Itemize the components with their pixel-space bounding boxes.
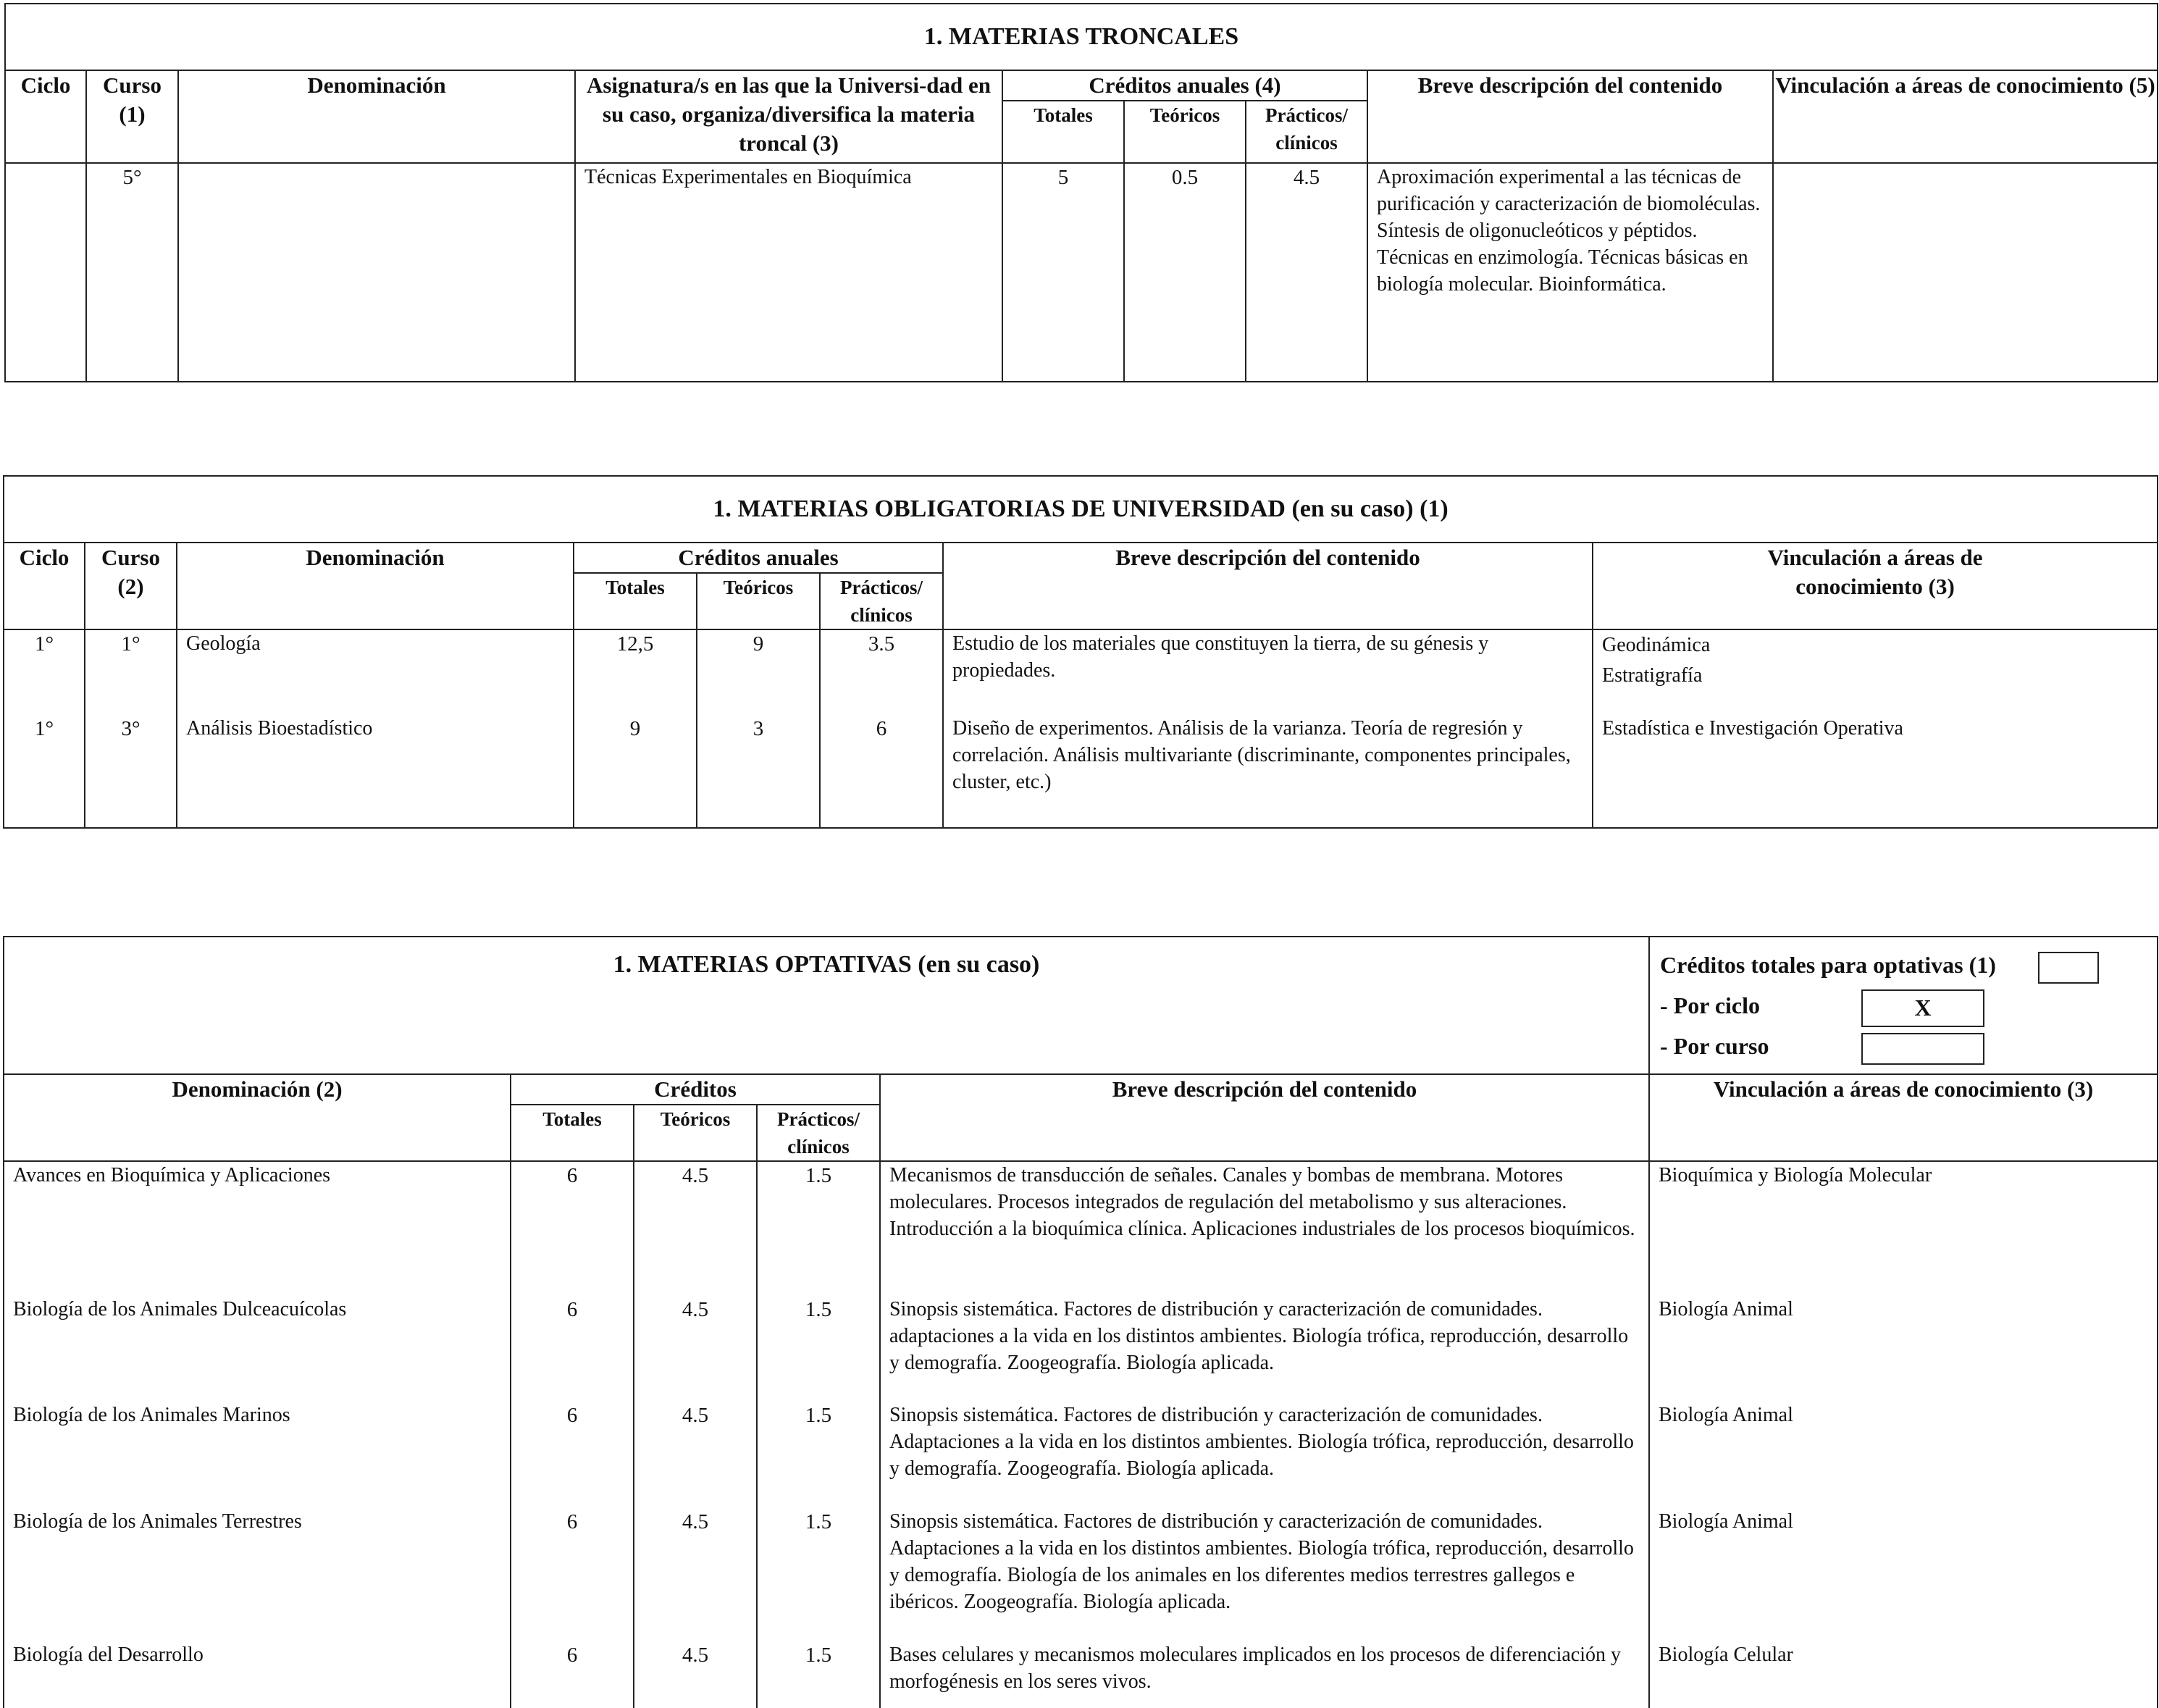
table-row bbox=[4, 1508, 2158, 1641]
troncales-title: 1. MATERIAS TRONCALES bbox=[5, 4, 2158, 70]
table-row bbox=[4, 1161, 2158, 1296]
cell-ciclo: 1° bbox=[4, 629, 85, 715]
header-denominacion: Denominación (2) bbox=[4, 1074, 511, 1161]
cell-totales: 6 bbox=[511, 1402, 634, 1508]
header-ciclo: Ciclo bbox=[5, 70, 86, 163]
cell-practicos: 6 bbox=[820, 715, 943, 828]
vinculacion-line-2: Estratigrafía bbox=[1602, 664, 1703, 687]
header-vinculacion: Vinculación a áreas de conocimiento (3) bbox=[1593, 543, 2158, 629]
cell-teoricos: 4.5 bbox=[634, 1508, 757, 1641]
creditos-totales-label: Créditos totales para optativas (1) bbox=[1660, 952, 1996, 978]
por-curso-box[interactable] bbox=[1861, 1033, 1984, 1065]
cell-denominacion: Análisis Bioestadístico bbox=[177, 715, 574, 828]
cell-practicos: 4.5 bbox=[1246, 163, 1367, 382]
cell-curso: 1° bbox=[85, 629, 177, 715]
header-denominacion: Denominación bbox=[178, 70, 575, 163]
cell-denominacion: Biología de los Animales Terrestres bbox=[4, 1508, 511, 1641]
cell-practicos: 1.5 bbox=[757, 1161, 880, 1296]
cell-ciclo bbox=[5, 163, 86, 382]
cell-ciclo: 1° bbox=[4, 715, 85, 828]
creditos-totales-row bbox=[1660, 945, 2147, 985]
header-curso-note: (2) bbox=[117, 574, 144, 599]
cell-practicos: 1.5 bbox=[757, 1508, 880, 1641]
creditos-totales-box bbox=[2038, 952, 2099, 984]
cell-practicos: 1.5 bbox=[757, 1402, 880, 1508]
cell-descripcion: Diseño de experimentos. Análisis de la varianza. Teoría de regresión y correlación. Análisis multivariante (discriminante, componentes principales, cluster, etc.) bbox=[943, 715, 1593, 828]
cell-vinculacion bbox=[1773, 163, 2158, 382]
header-practicos: Prácticos/ clínicos bbox=[820, 573, 943, 629]
optativas-title: 1. MATERIAS OPTATIVAS (en su caso) bbox=[4, 937, 1649, 1074]
cell-practicos: 3.5 bbox=[820, 629, 943, 715]
obligatorias-title: 1. MATERIAS OBLIGATORIAS DE UNIVERSIDAD (en su caso) (1) bbox=[4, 476, 2158, 543]
header-teoricos: Teóricos bbox=[1124, 101, 1246, 163]
header-curso-label: Curso bbox=[103, 72, 162, 98]
cell-descripcion: Sinopsis sistemática. Factores de distribución y caracterización de comunidades. adaptaciones a la vida en los distintos ambientes. Biología trófica, reproducción, desarrollo y demografía. Zoogeografía. Biología aplicada. bbox=[880, 1296, 1649, 1402]
cell-curso: 5° bbox=[86, 163, 178, 382]
cell-descripcion: Sinopsis sistemática. Factores de distribución y caracterización de comunidades. Adaptaciones a la vida en los distintos ambientes. Biología trófica, reproducción, desarrollo y demografía. Zoogeografía. Biología aplicada. bbox=[880, 1402, 1649, 1508]
cell-teoricos: 4.5 bbox=[634, 1296, 757, 1402]
table-row bbox=[4, 715, 2158, 828]
header-practicos: Prácticos/ clínicos bbox=[1246, 101, 1367, 163]
cell-teoricos: 4.5 bbox=[634, 1641, 757, 1708]
optativas-side-panel bbox=[1649, 937, 2158, 1074]
header-ciclo: Ciclo bbox=[4, 543, 85, 629]
por-ciclo-label: - Por ciclo bbox=[1660, 992, 1761, 1018]
cell-denominacion: Geología bbox=[177, 629, 574, 715]
header-vinculacion: Vinculación a áreas de conocimiento (3) bbox=[1649, 1074, 2158, 1161]
cell-teoricos: 4.5 bbox=[634, 1161, 757, 1296]
cell-teoricos: 3 bbox=[697, 715, 820, 828]
cell-totales: 6 bbox=[511, 1161, 634, 1296]
header-curso bbox=[85, 543, 177, 629]
header-totales: Totales bbox=[1002, 101, 1124, 163]
header-practicos: Prácticos/ clínicos bbox=[757, 1105, 880, 1161]
cell-vinculacion: Estadística e Investigación Operativa bbox=[1593, 715, 2158, 828]
cell-denominacion bbox=[178, 163, 575, 382]
cell-vinculacion: Biología Animal bbox=[1649, 1508, 2158, 1641]
header-asignatura: Asignatura/s en las que la Universi-dad en su caso, organiza/diversifica la materia troncal (3) bbox=[575, 70, 1002, 163]
por-ciclo-row bbox=[1660, 985, 2147, 1026]
header-descripcion: Breve descripción del contenido bbox=[1367, 70, 1773, 163]
cell-asignatura: Técnicas Experimentales en Bioquímica bbox=[575, 163, 1002, 382]
cell-vinculacion: Bioquímica y Biología Molecular bbox=[1649, 1161, 2158, 1296]
header-totales: Totales bbox=[511, 1105, 634, 1161]
header-descripcion: Breve descripción del contenido bbox=[943, 543, 1593, 629]
header-creditos: Créditos bbox=[511, 1074, 880, 1105]
cell-totales: 9 bbox=[574, 715, 697, 828]
cell-vinculacion: Biología Celular bbox=[1649, 1641, 2158, 1708]
header-curso bbox=[86, 70, 178, 163]
cell-totales: 6 bbox=[511, 1296, 634, 1402]
cell-denominacion: Biología de los Animales Dulceacuícolas bbox=[4, 1296, 511, 1402]
por-curso-label: - Por curso bbox=[1660, 1033, 1769, 1059]
cell-descripcion: Sinopsis sistemática. Factores de distribución y caracterización de comunidades. Adaptaciones a la vida en los distintos ambientes. Biología trófica, reproducción, desarrollo y demografía. Biología de los animales en los diferentes medios terrestres gallegos e ibéricos. Zoogeografía. Biología aplicada. bbox=[880, 1508, 1649, 1641]
cell-vinculacion bbox=[1593, 629, 2158, 715]
header-curso-note: (1) bbox=[119, 101, 146, 127]
cell-denominacion: Avances en Bioquímica y Aplicaciones bbox=[4, 1161, 511, 1296]
cell-totales: 6 bbox=[511, 1641, 634, 1708]
header-teoricos: Teóricos bbox=[634, 1105, 757, 1161]
cell-descripcion: Aproximación experimental a las técnicas de purificación y caracterización de biomoléculas. Síntesis de oligonucleóticos y péptidos. Técnicas en enzimología. Técnicas básicas en biología molecular. Bioinformática. bbox=[1367, 163, 1773, 382]
vinculacion-line-1: Geodinámica bbox=[1602, 634, 1711, 656]
cell-denominacion: Biología del Desarrollo bbox=[4, 1641, 511, 1708]
table-row bbox=[4, 1641, 2158, 1708]
table-row bbox=[4, 629, 2158, 715]
por-ciclo-box[interactable]: X bbox=[1861, 989, 1984, 1027]
header-totales: Totales bbox=[574, 573, 697, 629]
table-row bbox=[4, 1296, 2158, 1402]
cell-practicos: 1.5 bbox=[757, 1296, 880, 1402]
cell-teoricos: 9 bbox=[697, 629, 820, 715]
table-row bbox=[4, 1402, 2158, 1508]
header-creditos: Créditos anuales bbox=[574, 543, 943, 573]
cell-totales: 5 bbox=[1002, 163, 1124, 382]
cell-practicos: 1.5 bbox=[757, 1641, 880, 1708]
cell-totales: 6 bbox=[511, 1508, 634, 1641]
cell-teoricos: 0.5 bbox=[1124, 163, 1246, 382]
header-vinculacion: Vinculación a áreas de conocimiento (5) bbox=[1773, 70, 2158, 163]
table-row bbox=[5, 163, 2158, 382]
header-teoricos: Teóricos bbox=[697, 573, 820, 629]
cell-teoricos: 4.5 bbox=[634, 1402, 757, 1508]
header-curso-label: Curso bbox=[101, 545, 160, 570]
cell-descripcion: Bases celulares y mecanismos moleculares implicados en los procesos de diferenciación y morfogénesis en los seres vivos. bbox=[880, 1641, 1649, 1708]
cell-denominacion: Biología de los Animales Marinos bbox=[4, 1402, 511, 1508]
cell-vinculacion: Biología Animal bbox=[1649, 1296, 2158, 1402]
cell-totales: 12,5 bbox=[574, 629, 697, 715]
troncales-table bbox=[4, 3, 2158, 382]
cell-descripcion: Estudio de los materiales que constituyen la tierra, de su génesis y propiedades. bbox=[943, 629, 1593, 715]
header-creditos: Créditos anuales (4) bbox=[1002, 70, 1367, 101]
obligatorias-table bbox=[3, 475, 2158, 829]
header-denominacion: Denominación bbox=[177, 543, 574, 629]
cell-curso: 3° bbox=[85, 715, 177, 828]
optativas-table bbox=[3, 936, 2158, 1708]
por-curso-row bbox=[1660, 1026, 2147, 1066]
cell-vinculacion: Biología Animal bbox=[1649, 1402, 2158, 1508]
cell-descripcion: Mecanismos de transducción de señales. Canales y bombas de membrana. Motores moleculares. Procesos integrados de regulación del metabolismo y sus alteraciones. Introducción a la bioquímica clínica. Aplicaciones industriales de los procesos bioquímicos. bbox=[880, 1161, 1649, 1296]
header-descripcion: Breve descripción del contenido bbox=[880, 1074, 1649, 1161]
